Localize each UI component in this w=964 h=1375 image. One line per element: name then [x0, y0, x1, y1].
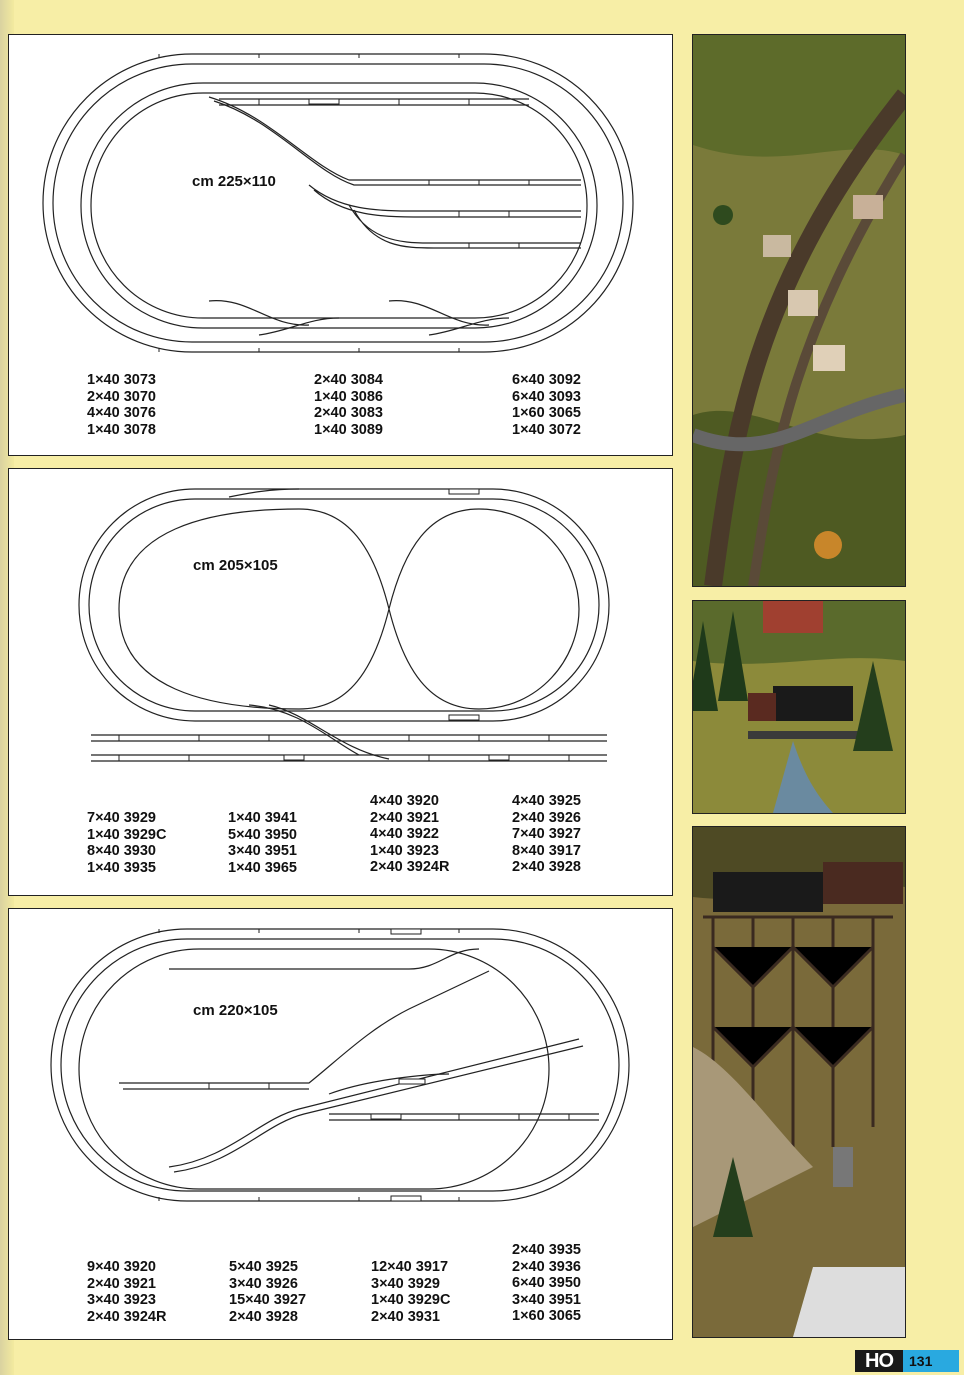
part-entry: 3×40 3929	[371, 1275, 440, 1292]
part-entry: 1×40 3078	[87, 421, 156, 438]
part-entry: 5×40 3950	[228, 826, 297, 843]
part-entry: 2×40 3921	[87, 1275, 156, 1292]
layout-panel-2	[8, 468, 673, 896]
part-entry: 1×40 3929C	[371, 1292, 451, 1309]
part-entry: 15×40 3927	[229, 1292, 307, 1309]
part-entry: 2×40 3924R	[370, 859, 450, 876]
part-entry: 8×40 3917	[512, 842, 581, 859]
part-entry: 2×40 3928	[229, 1308, 298, 1325]
part-entry: 3×40 3951	[512, 1291, 581, 1308]
part-entry: 1×40 3923	[370, 842, 439, 859]
part-entry: 3×40 3923	[87, 1292, 156, 1309]
parts-column	[512, 372, 581, 438]
part-entry: 2×40 3070	[87, 388, 156, 405]
layout-dimension: cm 225×110	[192, 173, 276, 190]
layout-dimension: cm 205×105	[193, 557, 278, 574]
parts-column	[512, 793, 581, 876]
part-entry: 2×40 3935	[512, 1242, 581, 1258]
part-entry: 1×40 3929C	[87, 826, 167, 843]
parts-column	[314, 372, 383, 438]
part-entry: 1×40 3073	[87, 372, 156, 388]
part-entry: 5×40 3925	[229, 1259, 298, 1275]
layout-photo-landscape	[692, 34, 906, 587]
part-entry: 3×40 3951	[228, 843, 297, 860]
parts-column	[229, 1259, 306, 1325]
part-entry: 4×40 3920	[370, 793, 439, 809]
part-entry: 2×40 3931	[371, 1308, 440, 1325]
part-entry: 8×40 3930	[87, 843, 156, 860]
parts-column	[228, 810, 297, 876]
part-entry: 6×40 3093	[512, 388, 581, 405]
layout-dimension: cm 220×105	[193, 1002, 278, 1019]
track-plan-3	[9, 909, 671, 1219]
part-entry: 7×40 3929	[87, 810, 156, 826]
part-entry: 2×40 3924R	[87, 1308, 167, 1325]
parts-column	[87, 372, 156, 438]
part-entry: 3×40 3926	[229, 1275, 298, 1292]
part-entry: 1×40 3089	[314, 421, 383, 438]
part-entry: 2×40 3083	[314, 405, 383, 422]
part-entry: 1×40 3965	[228, 859, 297, 876]
layout-panel-1	[8, 34, 673, 456]
track-plan-2	[9, 469, 671, 769]
layout-panel-3	[8, 908, 673, 1340]
part-entry: 2×40 3921	[370, 809, 439, 826]
part-entry: 7×40 3927	[512, 826, 581, 843]
parts-column	[371, 1259, 450, 1325]
part-entry: 1×40 3935	[87, 859, 156, 876]
part-entry: 1×40 3072	[512, 421, 581, 438]
part-entry: 9×40 3920	[87, 1259, 156, 1275]
part-entry: 2×40 3084	[314, 372, 383, 388]
parts-column	[87, 1259, 166, 1325]
part-entry: 1×60 3065	[512, 405, 581, 422]
part-entry: 1×60 3065	[512, 1308, 581, 1325]
part-entry: 2×40 3936	[512, 1258, 581, 1275]
part-entry: 6×40 3950	[512, 1275, 581, 1292]
page-number: 131	[903, 1350, 959, 1372]
part-entry: 1×40 3086	[314, 388, 383, 405]
part-entry: 6×40 3092	[512, 372, 581, 388]
parts-column	[87, 810, 166, 876]
part-entry: 4×40 3076	[87, 405, 156, 422]
parts-column	[370, 793, 449, 876]
parts-column	[512, 1242, 581, 1325]
part-entry: 2×40 3926	[512, 809, 581, 826]
part-entry: 12×40 3917	[371, 1259, 449, 1275]
part-entry: 4×40 3922	[370, 826, 439, 843]
part-entry: 1×40 3941	[228, 810, 297, 826]
locomotive-photo	[692, 600, 906, 814]
scale-badge: HO	[855, 1350, 903, 1372]
trestle-bridge-photo	[692, 826, 906, 1338]
part-entry: 4×40 3925	[512, 793, 581, 809]
part-entry: 2×40 3928	[512, 859, 581, 876]
